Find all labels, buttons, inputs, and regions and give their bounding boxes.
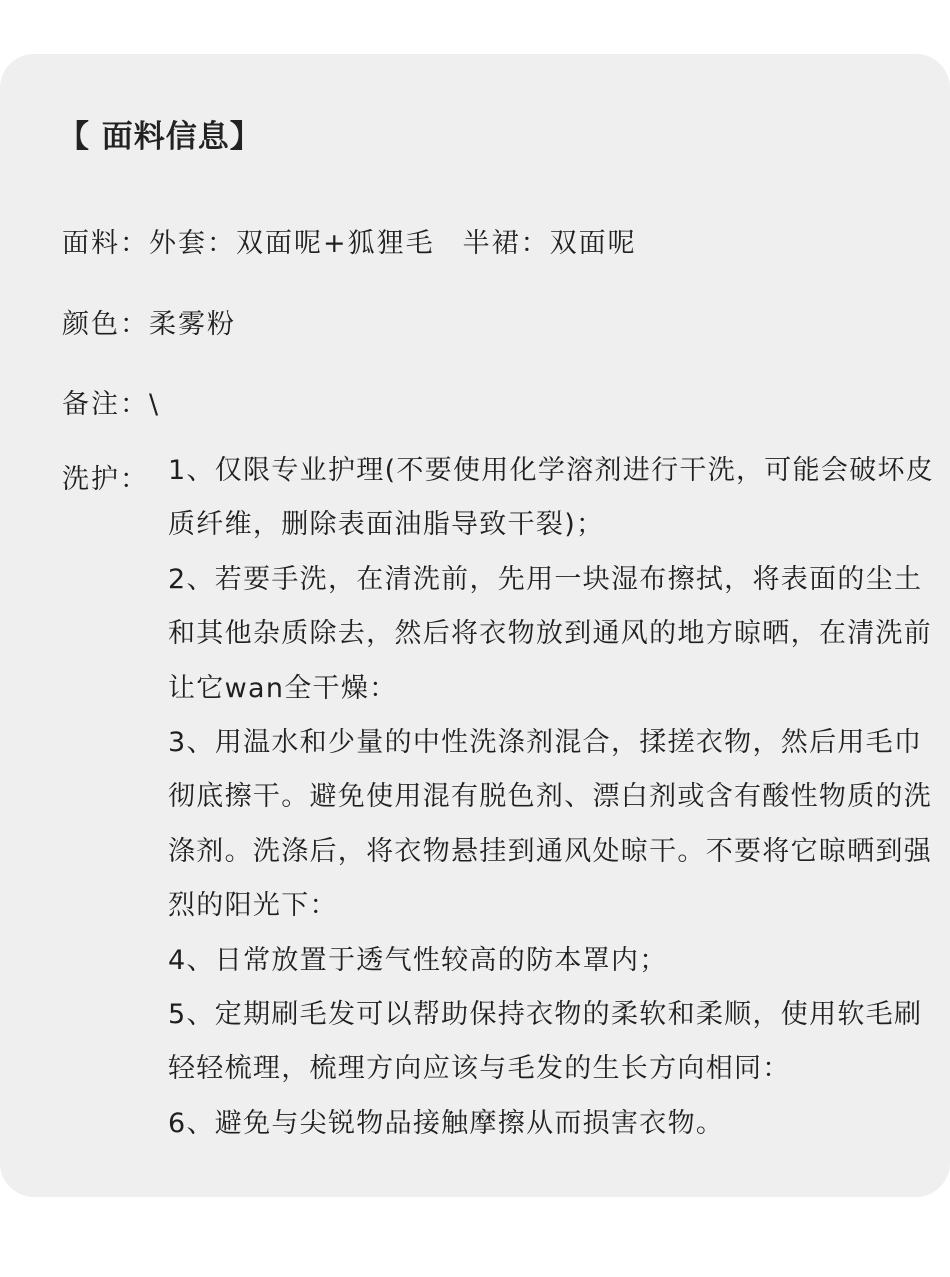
note-value: \	[149, 389, 161, 420]
fabric-label: 面料：	[62, 228, 149, 259]
fabric-row	[62, 221, 637, 260]
fabric-info-card	[0, 54, 950, 1197]
fabric-value: 外套：双面呢+狐狸毛	[149, 228, 435, 259]
color-value: 柔雾粉	[149, 309, 236, 340]
care-item-4: 4、日常放置于透气性较高的防本罩内；	[168, 944, 668, 976]
note-label: 备注：	[62, 389, 149, 420]
skirt-fabric-value: 半裙：双面呢	[462, 228, 637, 259]
care-item-6: 6、避免与尖锐物品接触摩擦从而损害衣物。	[168, 1107, 725, 1139]
color-row	[62, 302, 236, 341]
care-item-1: 1、仅限专业护理(不要使用化学溶剂进行干洗，可能会破坏皮质纤维，删除表面油脂导致干裂)；	[168, 455, 935, 541]
color-label: 颜色：	[62, 309, 149, 340]
care-label: 洗护：	[62, 464, 149, 495]
care-item-3: 3、用温水和少量的中性洗涤剂混合，揉搓衣物，然后用毛巾彻底擦干。避免使用混有脱色剂、漂白剂或含有酸性物质的洗涤剂。洗涤后，将衣物悬挂到通风处晾干。不要将它晾晒到强烈的阳光下：	[168, 727, 933, 922]
note-row	[62, 382, 160, 421]
care-instructions-list	[168, 444, 938, 1151]
section-title: 【 面料信息】	[58, 119, 262, 155]
care-item-5: 5、定期刷毛发可以帮助保持衣物的柔软和柔顺，使用软毛刷轻轻梳理，梳理方向应该与毛发的生长方向相同：	[168, 999, 923, 1085]
care-item-2: 2、若要手洗，在清洗前，先用一块湿布擦拭，将表面的尘土和其他杂质除去，然后将衣物放到通风的地方晾晒，在清洗前让它wan全干燥：	[168, 563, 933, 704]
